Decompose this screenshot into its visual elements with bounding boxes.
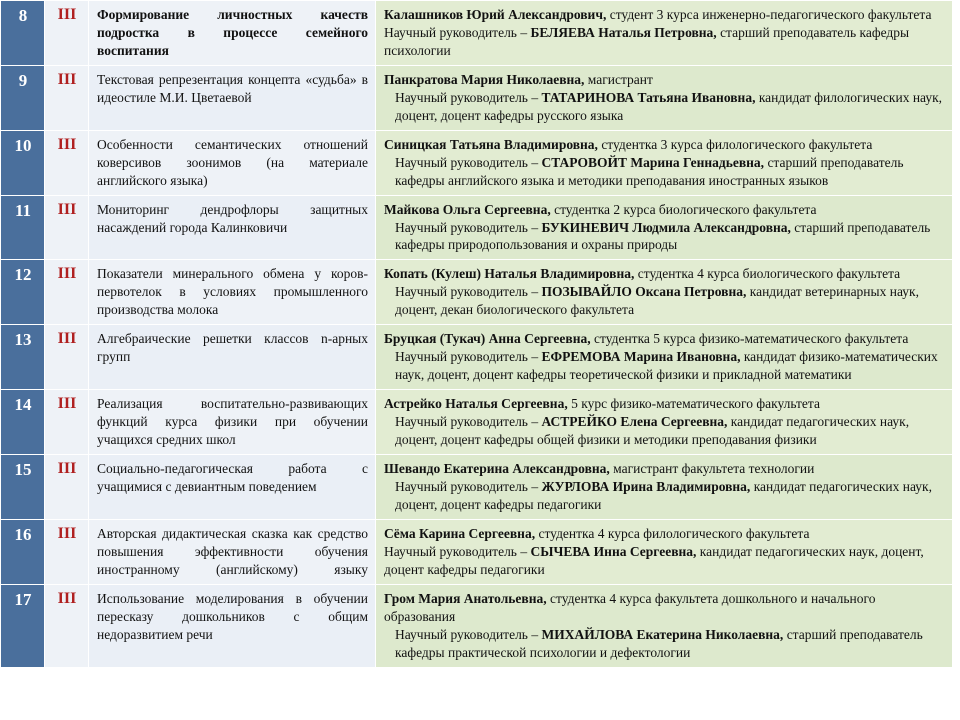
supervisor-name: МИХАЙЛОВА Екатерина Николаевна, bbox=[541, 626, 784, 642]
row-title: Особенности семантических отношений коверсивов зоонимов (на материале английского языка) bbox=[89, 130, 376, 195]
row-degree: III bbox=[45, 519, 89, 584]
author-name: Бруцкая (Тукач) Анна Сергеевна, bbox=[384, 331, 591, 347]
author-details: 5 курс физико-математического факультета bbox=[567, 396, 820, 412]
row-author bbox=[376, 195, 953, 260]
row-number: 11 bbox=[1, 195, 45, 260]
author-details: студентка 4 курса биологического факультета bbox=[634, 266, 901, 282]
row-author bbox=[376, 519, 953, 584]
table-row bbox=[1, 519, 953, 584]
row-author bbox=[376, 1, 953, 66]
row-title: Текстовая репрезентация концепта «судьба» в идеостиле М.И. Цветаевой bbox=[89, 65, 376, 130]
author-name: Панкратова Мария Николаевна, bbox=[384, 71, 585, 87]
supervisor-details: кандидат педагогических наук, доцент, доцент кафедры общей физики и методики преподавания физики bbox=[395, 414, 910, 448]
supervisor-details: кандидат филологических наук, доцент, доцент кафедры русского языка bbox=[395, 89, 943, 123]
row-degree: III bbox=[45, 390, 89, 455]
row-number: 17 bbox=[1, 584, 45, 667]
row-title: Алгебраические решетки классов n-арных групп bbox=[89, 325, 376, 390]
supervisor-details: кандидат физико-математических наук, доцент, доцент кафедры теоретической физики и прикладной математики bbox=[395, 349, 938, 383]
row-number: 12 bbox=[1, 260, 45, 325]
supervisor-line bbox=[384, 348, 945, 384]
table-row bbox=[1, 260, 953, 325]
supervisor-line bbox=[384, 219, 945, 255]
row-degree: III bbox=[45, 195, 89, 260]
row-number: 14 bbox=[1, 390, 45, 455]
table-row bbox=[1, 130, 953, 195]
author-details: магистрант bbox=[584, 71, 653, 87]
supervisor-prefix: Научный руководитель – bbox=[395, 414, 542, 430]
supervisor-details: старший преподаватель кафедры природопользования и охраны природы bbox=[395, 219, 931, 253]
supervisor-details: кандидат педагогических наук, доцент, доцент кафедры педагогики bbox=[395, 478, 932, 512]
supervisor-details: старший преподаватель кафедры английского языка и методики преподавания иностранных языков bbox=[395, 154, 904, 188]
supervisor-line bbox=[384, 283, 945, 319]
author-name: Синицкая Татьяна Владимировна, bbox=[384, 136, 598, 152]
author-name: Шевандо Екатерина Александровна, bbox=[384, 461, 610, 477]
row-number: 10 bbox=[1, 130, 45, 195]
row-degree: III bbox=[45, 260, 89, 325]
row-author bbox=[376, 584, 953, 667]
row-number: 15 bbox=[1, 455, 45, 520]
row-degree: III bbox=[45, 455, 89, 520]
table-row bbox=[1, 390, 953, 455]
supervisor-prefix: Научный руководитель – bbox=[395, 478, 542, 494]
row-author bbox=[376, 390, 953, 455]
row-author bbox=[376, 260, 953, 325]
row-degree: III bbox=[45, 584, 89, 667]
supervisor-line bbox=[384, 89, 945, 125]
supervisor-prefix: Научный руководитель – bbox=[395, 219, 542, 235]
table-body bbox=[1, 1, 953, 668]
row-title: Реализация воспитательно-развивающих функций курса физики при обучении учащихся средних школ bbox=[89, 390, 376, 455]
row-author bbox=[376, 130, 953, 195]
row-degree: III bbox=[45, 1, 89, 66]
row-title: Социально-педагогическая работа с учащимися с девиантным поведением bbox=[89, 455, 376, 520]
author-details: студент 3 курса инженерно-педагогического факультета Научный руководитель – bbox=[384, 7, 932, 40]
author-name: Калашников Юрий Александрович, bbox=[384, 7, 607, 22]
row-number: 13 bbox=[1, 325, 45, 390]
table-row bbox=[1, 455, 953, 520]
supervisor-details: кандидат педагогических наук, доцент, доцент кафедры педагогики bbox=[384, 543, 924, 577]
supervisor-prefix: Научный руководитель – bbox=[395, 89, 542, 105]
supervisor-details: старший преподаватель кафедры психологии bbox=[384, 24, 910, 58]
row-title: Авторская дидактическая сказка как средство повышения эффективности обучения иностранному (английскому) языку bbox=[89, 519, 376, 584]
supervisor-name: БУКИНЕВИЧ Людмила Александровна, bbox=[541, 219, 791, 235]
supervisor-line bbox=[384, 154, 945, 190]
supervisor-prefix: Научный руководитель – bbox=[384, 543, 531, 559]
author-name: Гром Мария Анатольевна, bbox=[384, 590, 547, 606]
supervisor-prefix: Научный руководитель – bbox=[395, 626, 542, 642]
table-row bbox=[1, 195, 953, 260]
supervisor-details: кандидат ветеринарных наук, доцент, декан биологического факультета bbox=[395, 284, 919, 318]
row-author bbox=[376, 325, 953, 390]
supervisor-line bbox=[384, 543, 945, 579]
row-degree: III bbox=[45, 130, 89, 195]
supervisor-name: БЕЛЯЕВА Наталья Петровна, bbox=[530, 24, 717, 40]
table-row bbox=[1, 325, 953, 390]
table-row bbox=[1, 65, 953, 130]
supervisor-name: ЖУРЛОВА Ирина Владимировна, bbox=[541, 478, 751, 494]
supervisor-line bbox=[384, 478, 945, 514]
row-number: 9 bbox=[1, 65, 45, 130]
supervisor-prefix: Научный руководитель – bbox=[395, 154, 542, 170]
supervisor-name: АСТРЕЙКО Елена Сергеевна, bbox=[541, 414, 728, 430]
row-number: 16 bbox=[1, 519, 45, 584]
supervisor-name: СТАРОВОЙТ Марина Геннадьевна, bbox=[541, 154, 765, 170]
author-name: Копать (Кулеш) Наталья Владимировна, bbox=[384, 266, 635, 282]
table-row bbox=[1, 584, 953, 667]
supervisor-name: СЫЧЕВА Инна Сергеевна, bbox=[530, 543, 697, 559]
supervisor-name: ТАТАРИНОВА Татьяна Ивановна, bbox=[541, 89, 756, 105]
row-title: Использование моделирования в обучении пересказу дошкольников с общим недоразвитием речи bbox=[89, 584, 376, 667]
author-details: студентка 3 курса филологического факультета bbox=[597, 136, 873, 152]
author-details: студентка 4 курса факультета дошкольного и начального образования bbox=[384, 590, 876, 624]
supervisor-prefix: Научный руководитель – bbox=[395, 349, 542, 365]
supervisor-details: старший преподаватель кафедры практической психологии и дефектологии bbox=[395, 626, 923, 660]
supervisor-name: ПОЗЫВАЙЛО Оксана Петровна, bbox=[541, 284, 747, 300]
author-details: студентка 2 курса биологического факультета bbox=[550, 201, 817, 217]
row-author bbox=[376, 455, 953, 520]
supervisor-name: ЕФРЕМОВА Марина Ивановна, bbox=[541, 349, 741, 365]
author-name: Сёма Карина Сергеевна, bbox=[384, 525, 536, 541]
supervisor-prefix: Научный руководитель – bbox=[395, 284, 542, 300]
row-title: Показатели минерального обмена у коров-первотелок в условиях промышленного производства молока bbox=[89, 260, 376, 325]
supervisor-line bbox=[384, 626, 945, 662]
row-number: 8 bbox=[1, 1, 45, 66]
supervisor-line bbox=[384, 413, 945, 449]
table-row bbox=[1, 1, 953, 66]
author-name: Астрейко Наталья Сергеевна, bbox=[384, 396, 568, 412]
author-details: студентка 4 курса филологического факультета bbox=[535, 525, 810, 541]
row-title: Мониторинг дендрофлоры защитных насаждений города Калинковичи bbox=[89, 195, 376, 260]
author-name: Майкова Ольга Сергеевна, bbox=[384, 201, 551, 217]
row-title: Формирование личностных качеств подростка в процессе семейного воспитания bbox=[89, 1, 376, 66]
row-degree: III bbox=[45, 325, 89, 390]
author-details: магистрант факультета технологии bbox=[609, 461, 815, 477]
row-author bbox=[376, 65, 953, 130]
author-details: студентка 5 курса физико-математического факультета bbox=[590, 331, 909, 347]
row-degree: III bbox=[45, 65, 89, 130]
